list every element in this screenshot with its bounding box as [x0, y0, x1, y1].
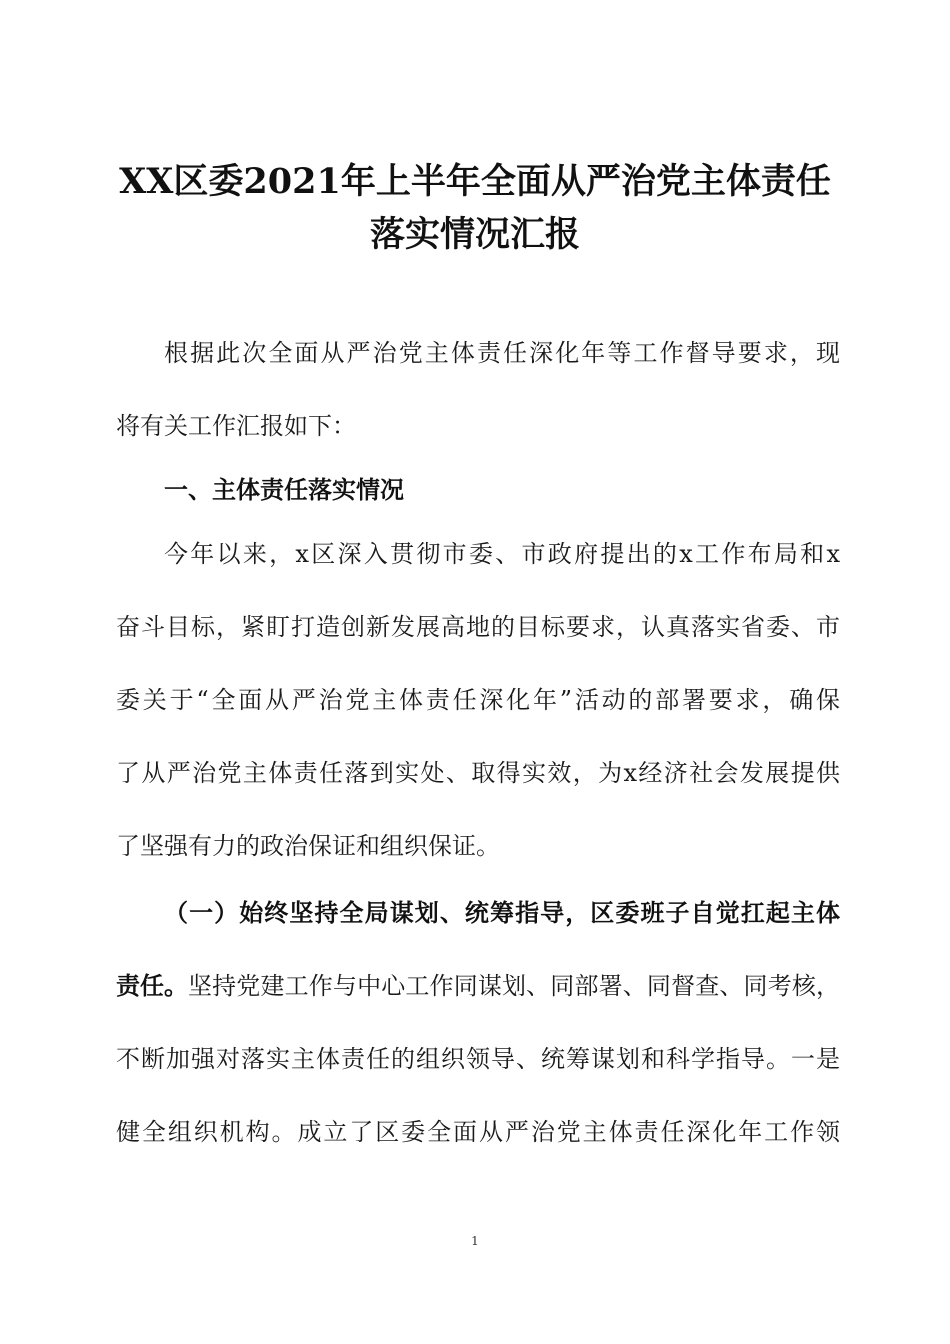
page-number: 1: [471, 1234, 479, 1248]
paragraph-1-line-5: 了坚强有力的政治保证和组织保证。: [116, 832, 500, 860]
section-heading-1: 一、主体责任落实情况: [164, 475, 404, 504]
document-title-line-2: 落实情况汇报: [369, 214, 580, 255]
paragraph-2-line-3: 不断加强对落实主体责任的组织领导、统筹谋划和科学指导。一是: [116, 1045, 840, 1073]
paragraph-1-line-1: 今年以来，x区深入贯彻市委、市政府提出的x工作布局和x: [164, 540, 840, 568]
paragraph-2-line-1: （一）始终坚持全局谋划、统筹指导，区委班子自觉扛起主体: [164, 898, 840, 927]
paragraph-2-line-2-text: 坚持党建工作与中心工作同谋划、同部署、同督查、同考核，: [188, 972, 840, 1000]
paragraph-2-line-4: 健全组织机构。成立了区委全面从严治党主体责任深化年工作领: [116, 1118, 840, 1146]
document-title-line-1: XX区委2021年上半年全面从严治党主体责任: [119, 161, 831, 202]
paragraph-1-line-2: 奋斗目标，紧盯打造创新发展高地的目标要求，认真落实省委、市: [116, 613, 840, 641]
paragraph-1-line-3: 委关于“全面从严治党主体责任深化年”活动的部署要求，确保: [116, 686, 840, 714]
intro-line-1: 根据此次全面从严治党主体责任深化年等工作督导要求，现: [164, 339, 840, 367]
paragraph-2-bold-lead: 责任。: [116, 971, 188, 1000]
intro-line-2: 将有关工作汇报如下：: [116, 412, 356, 440]
paragraph-1-line-4: 了从严治党主体责任落到实处、取得实效，为x经济社会发展提供: [116, 759, 840, 787]
paragraph-2-line-2: [116, 970, 840, 1002]
